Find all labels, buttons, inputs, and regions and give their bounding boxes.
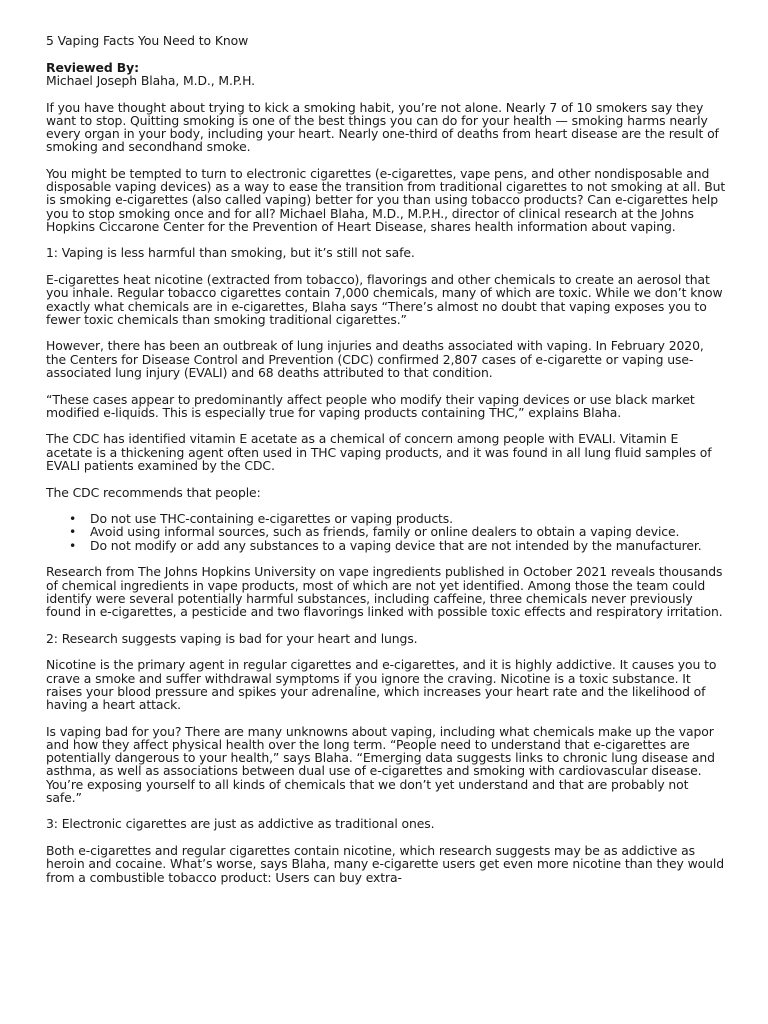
article-body bbox=[46, 34, 726, 897]
list-item-text: Do not modify or add any substances to a vaping device that are not intended by the manufacturer. bbox=[90, 537, 702, 553]
fact-2-heading: 2: Research suggests vaping is bad for your heart and lungs. bbox=[46, 630, 418, 646]
fact-1-closing: Research from The Johns Hopkins University on vape ingredients published in October 2021 reveals thousands of chemical ingredients in vape products, most of which are not yet identified. Among those the team could identify were several potentially harmful substances, including caffeine, three chemicals never previously found in e-cigarettes, a pesticide and two flavorings linked with possible toxic effects and respiratory irritation. bbox=[46, 564, 723, 619]
page-title: 5 Vaping Facts You Need to Know bbox=[46, 33, 249, 48]
fact-3-heading: 3: Electronic cigarettes are just as addictive as traditional ones. bbox=[46, 816, 435, 832]
bullet-icon: • bbox=[69, 524, 77, 540]
intro-paragraph-1: If you have thought about trying to kick a smoking habit, you’re not alone. Nearly 7 of 10 smokers say they want to stop. Quitting smoking is one of the best things you can do for your health — smoking harms nearly every organ in your body, including your heart. Nearly one-third of deaths from heart disease are the result of smoking and secondhand smoke. bbox=[46, 99, 719, 155]
reviewer-name: Michael Joseph Blaha, M.D., M.P.H. bbox=[46, 72, 255, 88]
intro-paragraph-2: You might be tempted to turn to electronic cigarettes (e-cigarettes, vape pens, and other nondisposable and disposable vaping devices) as a way to ease the transition from traditional cigarettes to not smoking at all. But is smoking e-cigarettes (also called vaping) better for you than using tobacco products? Can e-cigarettes help you to stop smoking once and for all? Michael Blaha, M.D., M.P.H., director of clinical research at the Johns Hopkins Ciccarone Center for the Prevention of Heart Disease, shares health information about vaping. bbox=[46, 165, 726, 234]
fact-2-paragraph: Nicotine is the primary agent in regular cigarettes and e-cigarettes, and it is highly addictive. It causes you to crave a smoke and suffer withdrawal symptoms if you ignore the craving. Nicotine is a toxic substance. It raises your blood pressure and spikes your adrenaline, which increases your heart rate and the likelihood of having a heart attack. bbox=[46, 657, 717, 713]
fact-1-paragraph: However, there has been an outbreak of lung injuries and deaths associated with vaping. In February 2020, the Centers for Disease Control and Prevention (CDC) confirmed 2,807 cases of e-cigarette or vaping use-associated lung injury (EVALI) and 68 deaths attributed to that condition. bbox=[46, 338, 704, 380]
list-item-text: Avoid using informal sources, such as friends, family or online dealers to obtain a vaping device. bbox=[90, 524, 680, 540]
bullet-icon: • bbox=[69, 537, 77, 553]
fact-2-paragraph: Is vaping bad for you? There are many unknowns about vaping, including what chemicals make up the vapor and how they affect physical health over the long term. “People need to understand that e-cigarettes are potentially dangerous to your health,” says Blaha. “Emerging data suggests links to chronic lung disease and asthma, as well as associations between dual use of e-cigarettes and smoking with cardiovascular disease. You’re exposing yourself to all kinds of chemicals that we don’t yet understand and that are probably not safe.” bbox=[46, 723, 715, 805]
fact-1-paragraph: The CDC has identified vitamin E acetate as a chemical of concern among people with EVALI. Vitamin E acetate is a thickening agent often used in THC vaping products, and it was found in all lung fluid samples of EVALI patients examined by the CDC. bbox=[46, 431, 712, 473]
fact-1-paragraph: The CDC recommends that people: bbox=[46, 484, 261, 500]
fact-1-paragraph: E-cigarettes heat nicotine (extracted from tobacco), flavorings and other chemicals to create an aerosol that you inhale. Regular tobacco cigarettes contain 7,000 chemicals, many of which are toxic. While we don’t know exactly what chemicals are in e-cigarettes, Blaha says “There’s almost no doubt that vaping exposes you to fewer toxic chemicals than smoking traditional cigarettes.” bbox=[46, 272, 723, 327]
list-item-text: Do not use THC-containing e-cigarettes or vaping products. bbox=[90, 511, 454, 527]
fact-3-paragraph: Both e-cigarettes and regular cigarettes contain nicotine, which research suggests may be as addictive as heroin and cocaine. What’s worse, says Blaha, many e-cigarette users get even more nicotine than they would from a combustible tobacco product: Users can buy extra- bbox=[46, 843, 724, 885]
reviewer-block bbox=[46, 61, 726, 87]
fact-1-paragraph: “These cases appear to predominantly affect people who modify their vaping devices or use black market modified e-liquids. This is especially true for vaping products containing THC,” explains Blaha. bbox=[46, 391, 695, 420]
bullet-icon: • bbox=[69, 511, 77, 527]
reviewer-label: Reviewed By: bbox=[46, 59, 139, 75]
cdc-recommendations-list bbox=[46, 512, 726, 552]
list-item bbox=[69, 537, 726, 553]
fact-1-heading: 1: Vaping is less harmful than smoking, but it’s still not safe. bbox=[46, 245, 415, 261]
